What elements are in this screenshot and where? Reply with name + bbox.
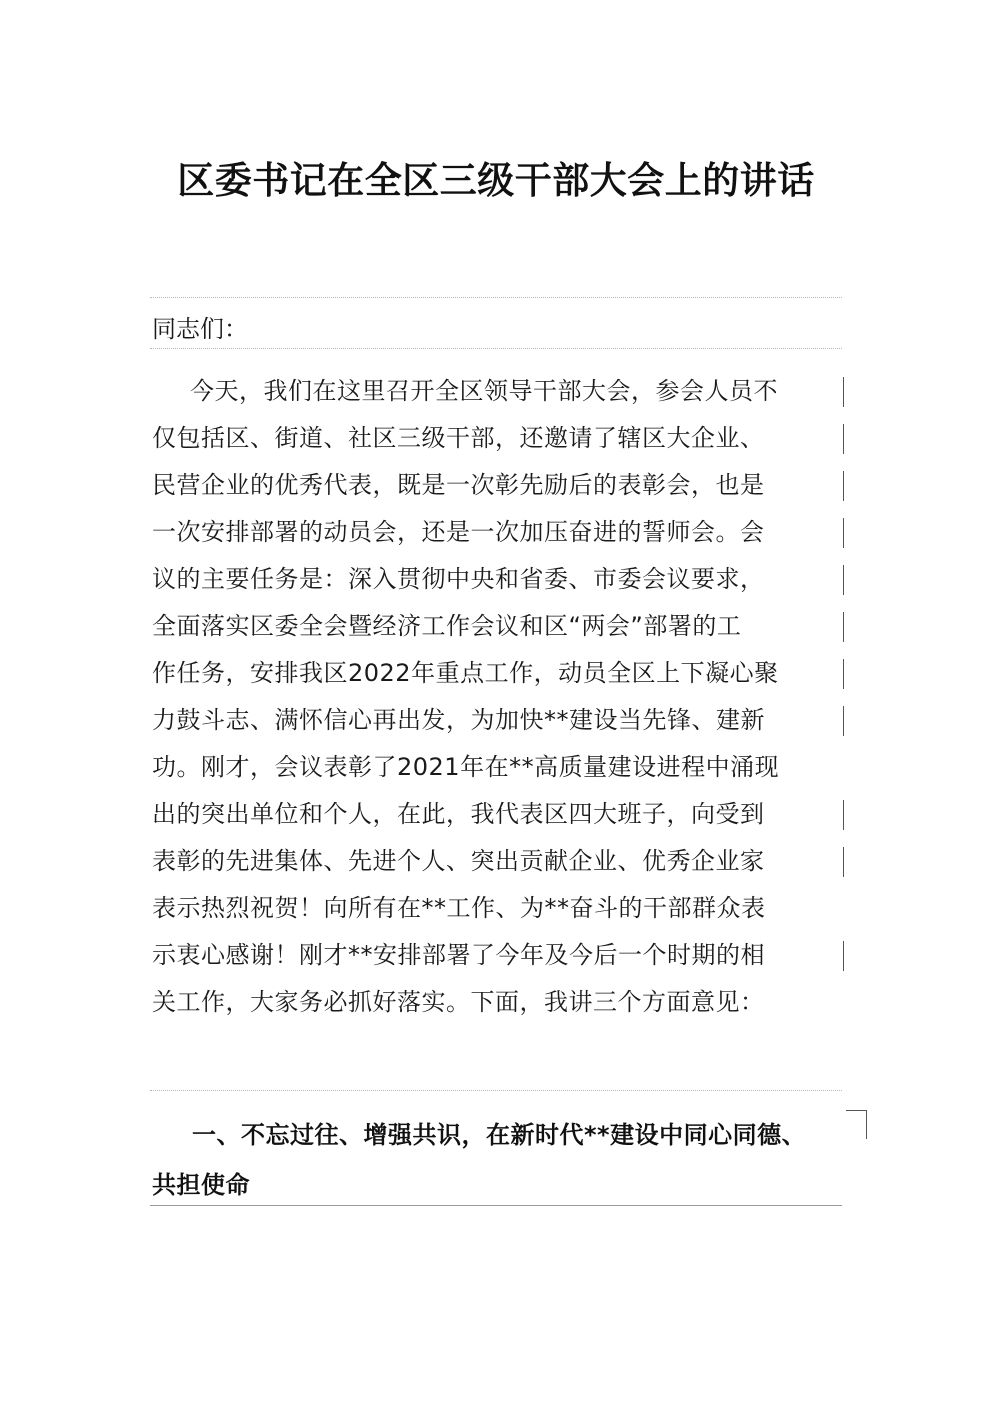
body-paragraph xyxy=(152,368,852,1026)
paragraph-line: 全面落实区委全会暨经济工作会议和区“两会”部署的工 xyxy=(152,603,852,650)
divider-salutation xyxy=(150,348,842,349)
paragraph-line: 表彰的先进集体、先进个人、突出贡献企业、优秀企业家 xyxy=(152,838,852,885)
heading-line: 共担使命 xyxy=(152,1171,250,1199)
paragraph-line: 作任务，安排我区2022年重点工作，动员全区上下凝心聚 xyxy=(152,650,852,697)
document-title: 区委书记在全区三级干部大会上的讲话 xyxy=(177,158,815,202)
paragraph-line: 今天，我们在这里召开全区领导干部大会，参会人员不 xyxy=(152,368,852,415)
line-marker xyxy=(843,565,844,595)
line-marker xyxy=(843,941,844,971)
line-marker xyxy=(843,659,844,689)
paragraph-line: 关工作，大家务必抓好落实。下面，我讲三个方面意见： xyxy=(152,988,765,1016)
paragraph-line: 一次安排部署的动员会，还是一次加压奋进的誓师会。会 xyxy=(152,509,852,556)
heading-line: 一、不忘过往、增强共识，在新时代**建设中同心同德、 xyxy=(152,1110,872,1160)
line-marker xyxy=(846,1110,867,1139)
line-marker xyxy=(843,424,844,454)
line-marker xyxy=(843,471,844,501)
line-marker xyxy=(843,800,844,830)
line-marker xyxy=(843,847,844,877)
line-marker xyxy=(843,706,844,736)
paragraph-line: 出的突出单位和个人，在此，我代表区四大班子，向受到 xyxy=(152,791,852,838)
line-marker xyxy=(843,377,844,407)
divider-paragraph-end xyxy=(150,1090,842,1091)
paragraph-line: 力鼓斗志、满怀信心再出发，为加快**建设当先锋、建新 xyxy=(152,697,852,744)
paragraph-line: 民营企业的优秀代表，既是一次彰先励后的表彰会，也是 xyxy=(152,462,852,509)
paragraph-line: 表示热烈祝贺！向所有在**工作、为**奋斗的干部群众表 xyxy=(152,894,766,922)
section-heading xyxy=(152,1110,872,1210)
divider-top xyxy=(150,297,842,298)
paragraph-line: 议的主要任务是：深入贯彻中央和省委、市委会议要求， xyxy=(152,556,852,603)
paragraph-line: 功。刚才，会议表彰了2021年在**高质量建设进程中涌现 xyxy=(152,753,780,781)
paragraph-line: 仅包括区、街道、社区三级干部，还邀请了辖区大企业、 xyxy=(152,415,852,462)
paragraph-line: 示衷心感谢！刚才**安排部署了今年及今后一个时期的相 xyxy=(152,932,852,979)
salutation: 同志们： xyxy=(152,315,248,343)
divider-heading-end xyxy=(150,1205,842,1206)
line-marker xyxy=(843,612,844,642)
line-marker xyxy=(843,518,844,548)
